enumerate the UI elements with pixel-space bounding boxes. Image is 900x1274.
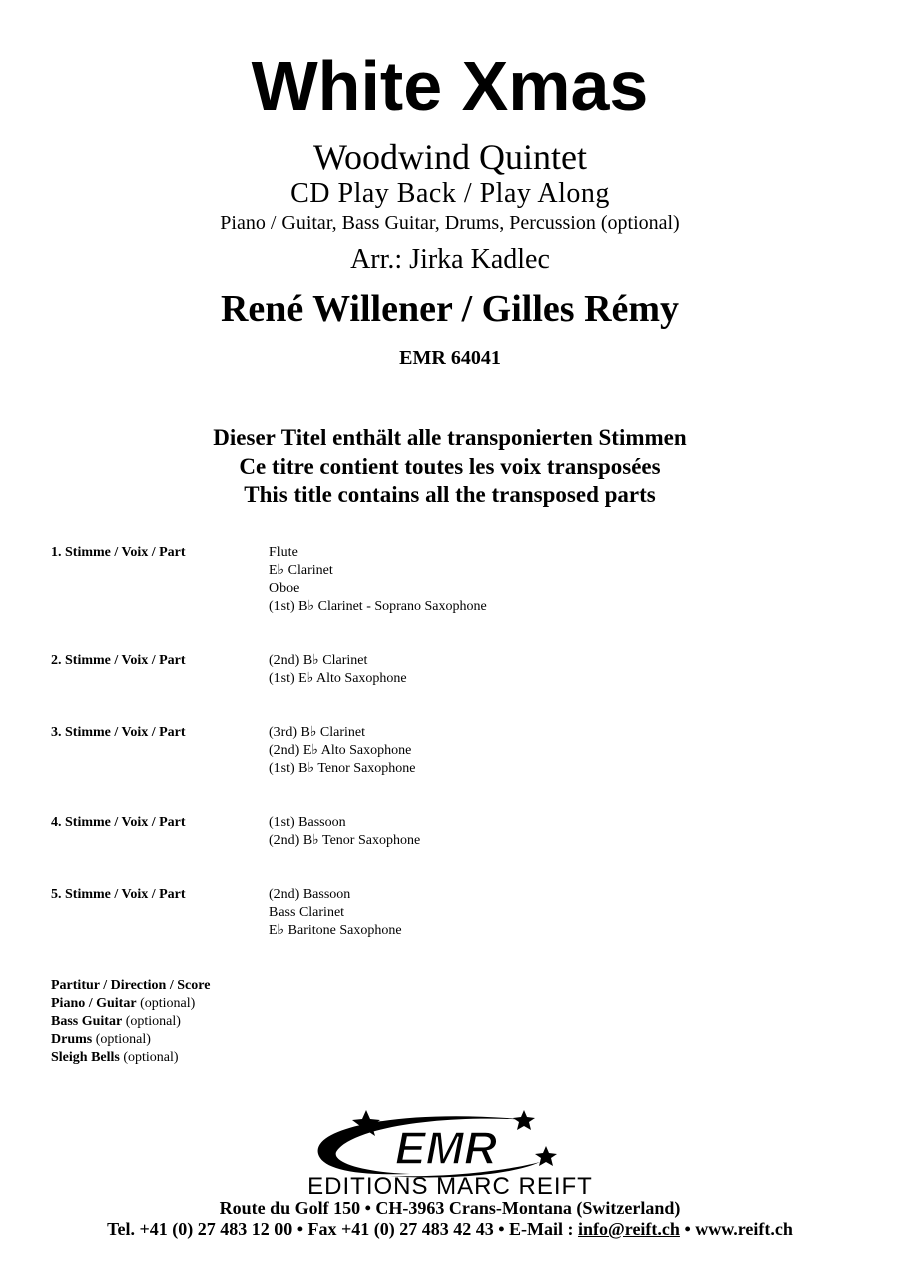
instrument-list <box>269 886 851 940</box>
extra-part-name: Drums <box>51 1032 93 1047</box>
transposed-note-en: This title contains all the transposed parts <box>244 482 656 507</box>
parts-list <box>51 544 851 940</box>
website-text: • www.reift.ch <box>679 1219 793 1239</box>
playback-subtitle: CD Play Back / Play Along <box>290 178 610 209</box>
instrument-item: (2nd) E♭ Alto Saxophone <box>269 743 412 758</box>
instrument-item: (1st) B♭ Clarinet - Soprano Saxophone <box>269 599 487 614</box>
instrument-item: (2nd) B♭ Clarinet <box>269 653 368 668</box>
instrument-list <box>269 544 851 616</box>
extra-part-name: Piano / Guitar <box>51 996 137 1011</box>
extra-part-name: Bass Guitar <box>51 1014 123 1029</box>
ensemble-subtitle: Woodwind Quintet <box>312 137 588 177</box>
rhythm-section-line: Piano / Guitar, Bass Guitar, Drums, Percussion (optional) <box>220 212 680 234</box>
extra-part-item <box>51 1031 210 1049</box>
transposed-note-de: Dieser Titel enthält alle transponierten Stimmen <box>213 425 687 450</box>
page-title: White Xmas <box>251 47 649 125</box>
instrument-list <box>269 724 851 778</box>
transposed-note-fr: Ce titre contient toutes les voix transposées <box>239 453 661 479</box>
instrument-item: (3rd) B♭ Clarinet <box>269 725 366 740</box>
instrument-list <box>269 814 851 850</box>
instrument-item: (2nd) B♭ Tenor Saxophone <box>269 833 421 848</box>
extra-part-note: (optional) <box>95 1032 151 1047</box>
logo-monogram: EMR <box>394 1122 498 1174</box>
extra-part-item <box>51 977 210 995</box>
email-link[interactable]: info@reift.ch <box>578 1219 680 1239</box>
contact-phone-fax: Tel. +41 (0) 27 483 12 00 • Fax +41 (0) 27 483 42 43 • E-Mail : <box>107 1219 579 1239</box>
extra-part-note: (optional) <box>140 996 196 1011</box>
emr-publisher-logo <box>240 1106 660 1198</box>
arranger-credit: Arr.: Jirka Kadlec <box>350 244 550 275</box>
instrument-item: E♭ Clarinet <box>269 563 333 578</box>
publisher-contact <box>0 1218 900 1240</box>
part-label: 1. Stimme / Voix / Part <box>51 545 186 560</box>
instrument-item: (2nd) Bassoon <box>269 887 351 902</box>
publisher-address: Route du Golf 150 • CH-3963 Crans-Montana (Switzerland) <box>219 1198 681 1218</box>
instrument-item: (1st) B♭ Tenor Saxophone <box>269 761 416 776</box>
instrument-item: Bass Clarinet <box>269 905 345 920</box>
part-group-5 <box>51 886 851 940</box>
part-group-3 <box>51 724 851 814</box>
part-group-1 <box>51 544 851 652</box>
instrument-item: (1st) E♭ Alto Saxophone <box>269 671 407 686</box>
transposed-parts-note <box>0 424 900 510</box>
extra-part-note: (optional) <box>125 1014 181 1029</box>
composer-credit: René Willener / Gilles Rémy <box>220 288 680 330</box>
extra-part-note: (optional) <box>123 1050 179 1065</box>
part-label: 3. Stimme / Voix / Part <box>51 725 186 740</box>
instrument-item: E♭ Baritone Saxophone <box>269 923 402 938</box>
publisher-name: EDITIONS MARC REIFT <box>307 1173 593 1198</box>
part-group-4 <box>51 814 851 886</box>
extra-part-name: Partitur / Direction / Score <box>51 978 211 993</box>
additional-parts-list <box>51 977 210 1067</box>
instrument-item: Flute <box>269 545 298 560</box>
extra-part-item <box>51 1013 210 1031</box>
part-group-2 <box>51 652 851 724</box>
extra-part-item <box>51 1049 210 1067</box>
part-label: 5. Stimme / Voix / Part <box>51 887 186 902</box>
part-label: 4. Stimme / Voix / Part <box>51 815 186 830</box>
instrument-item: Oboe <box>269 581 300 596</box>
extra-part-item <box>51 995 210 1013</box>
catalog-number: EMR 64041 <box>399 347 501 369</box>
part-label: 2. Stimme / Voix / Part <box>51 653 186 668</box>
instrument-item: (1st) Bassoon <box>269 815 346 830</box>
instrument-list <box>269 652 851 688</box>
extra-part-name: Sleigh Bells <box>51 1050 120 1065</box>
